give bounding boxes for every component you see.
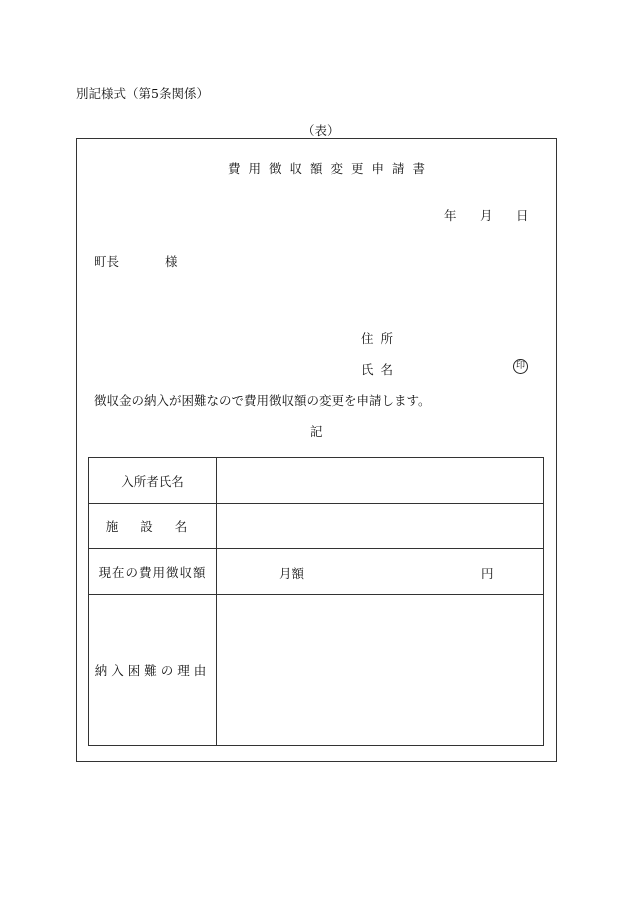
addressee-office: 町長: [94, 254, 120, 269]
date-month: 月: [480, 208, 493, 223]
table-row: [89, 504, 544, 549]
row-label-current-fee: 現在の費用徴収額: [89, 549, 217, 595]
row-label-facility-name: 施設名: [89, 504, 217, 549]
reason-field[interactable]: [217, 595, 544, 746]
date-year: 年: [444, 208, 457, 223]
table-row: [89, 549, 544, 595]
table-row: [89, 595, 544, 746]
name-label: 氏名: [361, 362, 401, 377]
address-label: 住所: [361, 331, 401, 346]
current-fee-field[interactable]: [217, 549, 544, 595]
row-label-resident-name: 入所者氏名: [89, 458, 217, 504]
facility-name-field[interactable]: [217, 504, 544, 549]
side-label: （表）: [302, 123, 340, 138]
note-heading: 記: [310, 424, 323, 439]
row-label-reason: 納入困難の理由: [89, 595, 217, 746]
yen-label: 円: [481, 566, 494, 581]
details-table: [88, 457, 544, 746]
form-title: 費用徴収額変更申請書: [228, 161, 434, 176]
seal-mark: 印: [513, 359, 528, 374]
form-label: 別記様式（第5条関係）: [76, 86, 209, 101]
monthly-label: 月額: [279, 566, 305, 581]
date-day: 日: [516, 208, 529, 223]
statement: 徴収金の納入が困難なので費用徴収額の変更を申請します。: [94, 393, 431, 408]
table-row: [89, 458, 544, 504]
resident-name-field[interactable]: [217, 458, 544, 504]
addressee-honorific: 様: [165, 254, 178, 269]
